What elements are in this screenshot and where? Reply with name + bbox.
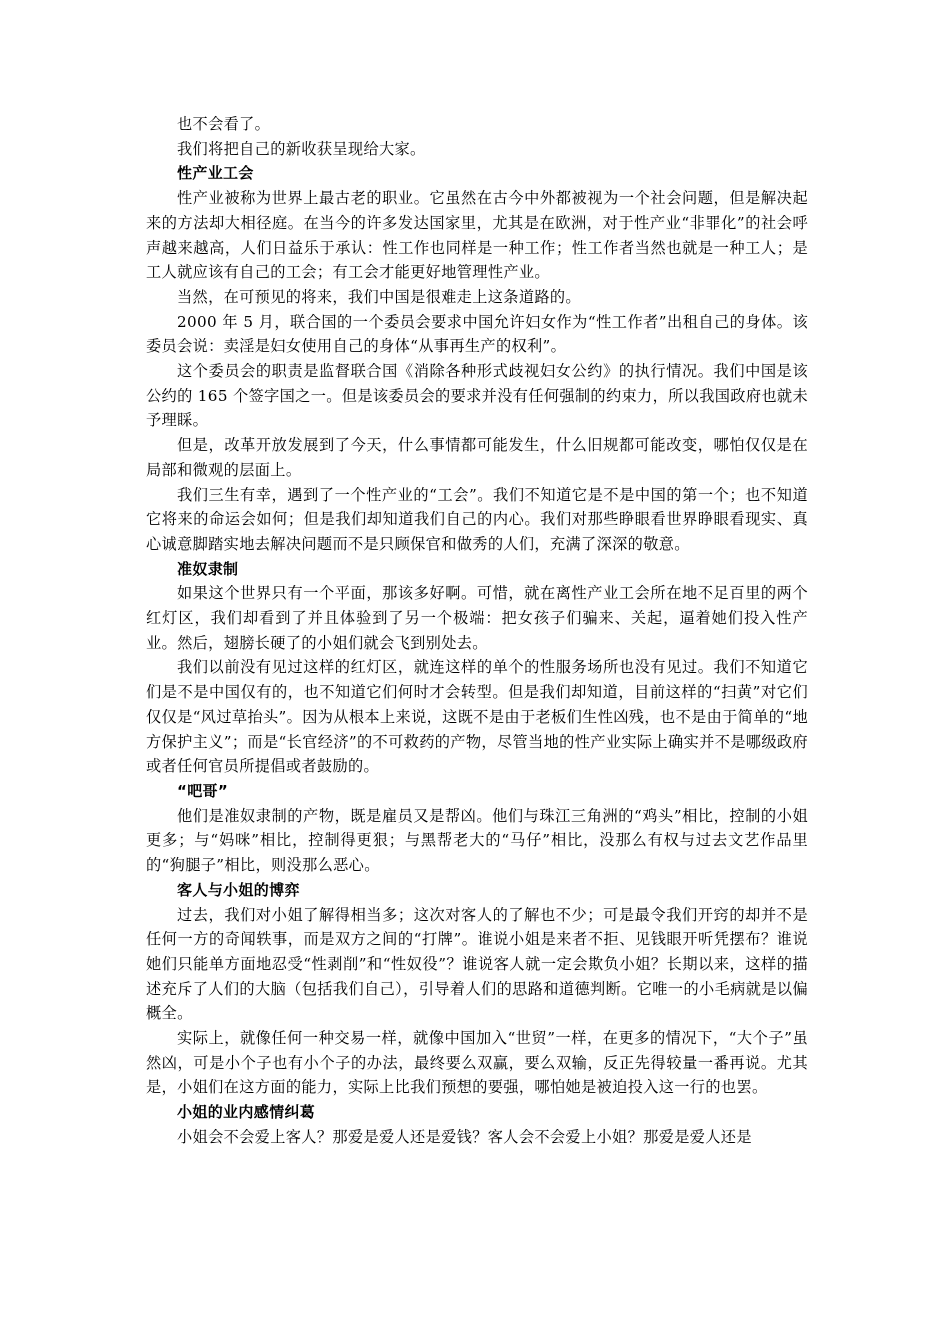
paragraph: 我们以前没有见过这样的红灯区，就连这样的单个的性服务场所也没有见过。我们不知道它们是不是中国仅有的，也不知道它们何时才会转型。但是我们却知道，目前这样的“扫黄”对它们仅仅是“风过草抬头”。因为从根本上来说，这既不是由于老板们生性凶残，也不是由于简单的“地方保护主义”；而是“长官经济”的不可救药的产物，尽管当地的性产业实际上确实并不是哪级政府或者任何官员所提倡或者鼓励的。 bbox=[146, 658, 808, 776]
paragraph: 我们三生有幸，遇到了一个性产业的“工会”。我们不知道它是不是中国的第一个；也不知道它将来的命运会如何；但是我们却知道我们自己的内心。我们对那些睁眼看世界睁眼看现实、真心诚意脚踏实地去解决问题而不是只顾保官和做秀的人们，充满了深深的敬意。 bbox=[146, 485, 808, 553]
paragraph: 也不会看了。 bbox=[177, 115, 271, 133]
section-heading: “吧哥” bbox=[177, 781, 229, 800]
paragraph: 当然，在可预见的将来，我们中国是很难走上这条道路的。 bbox=[177, 287, 581, 306]
paragraph: 小姐会不会爱上客人？那爱是爱人还是爱钱？客人会不会爱上小姐？那爱是爱人还是 bbox=[177, 1127, 752, 1146]
paragraph: 2000 年 5 月，联合国的一个委员会要求中国允许妇女作为“性工作者”出租自己的身体。该委员会说：卖淫是妇女使用自己的身体“从事再生产的权利”。 bbox=[146, 312, 808, 356]
paragraph: 如果这个世界只有一个平面，那该多好啊。可惜，就在离性产业工会所在地不足百里的两个红灯区，我们却看到了并且体验到了另一个极端：把女孩子们骗来、关起，逼着她们投入性产业。然后，翅膀长硬了的小姐们就会飞到别处去。 bbox=[146, 584, 808, 652]
paragraph: 性产业被称为世界上最古老的职业。它虽然在古今中外都被视为一个社会问题，但是解决起来的方法却大相径庭。在当今的许多发达国家里，尤其是在欧洲，对于性产业“非罪化”的社会呼声越来越高，人们日益乐于承认：性工作也同样是一种工作；性工作者当然也就是一种工人；是工人就应该有自己的工会；有工会才能更好地管理性产业。 bbox=[146, 189, 808, 282]
document-page bbox=[146, 112, 808, 1150]
section-heading: 准奴隶制 bbox=[177, 559, 239, 578]
paragraph: 我们将把自己的新收获呈现给大家。 bbox=[177, 139, 426, 158]
paragraph: 他们是准奴隶制的产物，既是雇员又是帮凶。他们与珠江三角洲的“鸡头”相比，控制的小姐更多；与“妈咪”相比，控制得更狠；与黑帮老大的“马仔”相比，没那么有权与过去文艺作品里的“狗腿子”相比，则没那么恶心。 bbox=[146, 806, 808, 875]
paragraph: 但是，改革开放发展到了今天，什么事情都可能发生，什么旧规都可能改变，哪怕仅仅是在局部和微观的层面上。 bbox=[146, 436, 808, 479]
paragraph: 这个委员会的职责是监督联合国《消除各种形式歧视妇女公约》的执行情况。我们中国是该公约的 165 个签字国之一。但是该委员会的要求并没有任何强制的约束力，所以我国政府也就未予理睬。 bbox=[146, 362, 808, 430]
section-heading: 小姐的业内感情纠葛 bbox=[177, 1103, 316, 1122]
paragraph: 过去，我们对小姐了解得相当多；这次对客人的了解也不少；可是最令我们开窍的却并不是任何一方的奇闻轶事，而是双方之间的“打牌”。谁说小姐是来者不拒、见钱眼开听凭摆布？谁说她们只能单方面地忍受“性剥削”和“性奴役”？谁说客人就一定会欺负小姐？长期以来，这样的描述充斥了人们的大脑（包括我们自己），引导着人们的思路和道德判断。它唯一的小毛病就是以偏概全。 bbox=[146, 905, 808, 1023]
section-heading: 性产业工会 bbox=[177, 164, 254, 183]
section-heading: 客人与小姐的博弈 bbox=[177, 880, 300, 899]
paragraph: 实际上，就像任何一种交易一样，就像中国加入“世贸”一样，在更多的情况下，“大个子”虽然凶，可是小个子也有小个子的办法，最终要么双赢，要么双输，反正先得较量一番再说。尤其是，小姐们在这方面的能力，实际上比我们预想的要强，哪怕她是被迫投入这一行的也罢。 bbox=[146, 1029, 808, 1097]
